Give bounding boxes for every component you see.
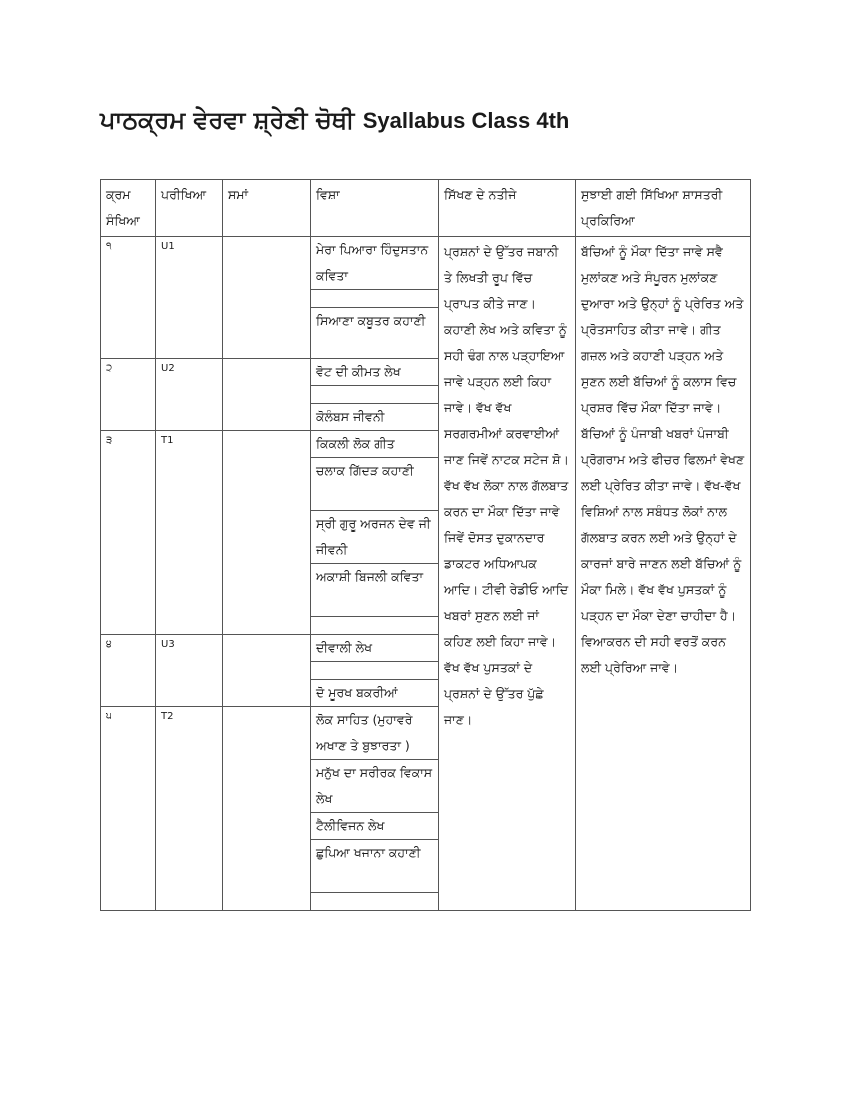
cell-sr: ੧ — [101, 237, 156, 359]
cell-sr: ੩ — [101, 431, 156, 635]
cell-time — [223, 635, 311, 707]
cell-subject: ਮੇਰਾ ਪਿਆਰਾ ਹਿੰਦੁਸਤਾਨ ਕਵਿਤਾ — [311, 237, 439, 290]
cell-subject: ਸ੍ਰੀ ਗੁਰੂ ਅਰਜਨ ਦੇਵ ਜੀ ਜੀਵਨੀ — [311, 511, 439, 564]
cell-sr: ੪ — [101, 635, 156, 707]
page-title — [100, 100, 800, 141]
cell-subject — [311, 893, 439, 911]
cell-time — [223, 237, 311, 359]
cell-subject: ਵੋਟ ਦੀ ਕੀਮਤ ਲੇਖ — [311, 359, 439, 386]
table-row — [101, 237, 751, 290]
cell-subject — [311, 617, 439, 635]
header-process: ਸੁਝਾਈ ਗਈ ਸਿੱਖਿਆ ਸ਼ਾਸਤਰੀ ਪ੍ਰਕਿਰਿਆ — [576, 180, 751, 237]
syllabus-table — [100, 179, 751, 911]
cell-subject: ਕੋਲੰਬਸ ਜੀਵਨੀ — [311, 404, 439, 431]
cell-exam: U2 — [156, 359, 223, 431]
cell-subject: ਅਕਾਸ਼ੀ ਬਿਜਲੀ ਕਵਿਤਾ — [311, 564, 439, 617]
cell-subject: ਦੀਵਾਲੀ ਲੇਖ — [311, 635, 439, 662]
cell-outcomes: ਪ੍ਰਸ਼ਨਾਂ ਦੇ ਉੱਤਰ ਜਬਾਨੀ ਤੇ ਲਿਖਤੀ ਰੂਪ ਵਿੱਚ ਪ੍ਰਾਪਤ ਕੀਤੇ ਜਾਣ। ਕਹਾਣੀ ਲੇਖ ਅਤੇ ਕਵਿਤਾ ਨੂੰ ਸਹੀ ਢੰਗ ਨਾਲ ਪੜ੍ਹਾਇਆ ਜਾਵੇ ਪੜ੍ਹਨ ਲਈ ਕਿਹਾ ਜਾਵੇ। ਵੱਖ ਵੱਖ ਸਰਗਰਮੀਆਂ ਕਰਵਾਈਆਂ ਜਾਣ ਜਿਵੇਂ ਨਾਟਕ ਸਟੇਜ ਸ਼ੋ। ਵੱਖ ਵੱਖ ਲੋਕਾ ਨਾਲ ਗੱਲਬਾਤ ਕਰਨ ਦਾ ਮੌਕਾ ਦਿੱਤਾ ਜਾਵੇ ਜਿਵੇਂ ਦੋਸਤ ਦੁਕਾਨਦਾਰ ਡਾਕਟਰ ਅਧਿਆਪਕ ਆਦਿ। ਟੀਵੀ ਰੇਡੀਓ ਆਦਿ ਖਬਰਾਂ ਸੁਣਨ ਲਈ ਜਾਂ ਕਹਿਣ ਲਈ ਕਿਹਾ ਜਾਵੇ। ਵੱਖ ਵੱਖ ਪੁਸਤਕਾਂ ਦੇ ਪ੍ਰਸ਼ਨਾਂ ਦੇ ਉੱਤਰ ਪੁੱਛੇ ਜਾਣ। — [439, 237, 576, 911]
header-sr: ਕ੍ਰਮ ਸੰਖਿਆ — [101, 180, 156, 237]
cell-exam: U3 — [156, 635, 223, 707]
cell-subject — [311, 386, 439, 404]
header-outcomes: ਸਿੱਖਣ ਦੇ ਨਤੀਜੇ — [439, 180, 576, 237]
cell-exam: U1 — [156, 237, 223, 359]
cell-sr: ੨ — [101, 359, 156, 431]
cell-subject — [311, 290, 439, 308]
cell-subject: ਮਨੁੱਖ ਦਾ ਸਰੀਰਕ ਵਿਕਾਸ ਲੇਖ — [311, 760, 439, 813]
title-english: Syallabus Class 4th — [362, 108, 570, 133]
cell-exam: T2 — [156, 707, 223, 911]
cell-subject: ਚਲਾਕ ਗਿੱਦੜ ਕਹਾਣੀ — [311, 458, 439, 511]
header-time: ਸਮਾਂ — [223, 180, 311, 237]
header-row — [101, 180, 751, 237]
cell-time — [223, 359, 311, 431]
cell-process: ਬੱਚਿਆਂ ਨੂੰ ਮੌਕਾ ਦਿੱਤਾ ਜਾਵੇ ਸਵੈ ਮੁਲਾਂਕਣ ਅਤੇ ਸੰਪੂਰਨ ਮੁਲਾਂਕਣ ਦੁਆਰਾ ਅਤੇ ਉਨ੍ਹਾਂ ਨੂੰ ਪ੍ਰੇਰਿਤ ਅਤੇ ਪ੍ਰੋਤਸਾਹਿਤ ਕੀਤਾ ਜਾਵੇ। ਗੀਤ ਗਜ਼ਲ ਅਤੇ ਕਹਾਣੀ ਪੜ੍ਹਨ ਅਤੇ ਸੁਣਨ ਲਈ ਬੱਚਿਆਂ ਨੂੰ ਕਲਾਸ ਵਿਚ ਪ੍ਰਸ਼ਰ ਵਿੱਚ ਮੌਕਾ ਦਿੱਤਾ ਜਾਵੇ। ਬੱਚਿਆਂ ਨੂੰ ਪੰਜਾਬੀ ਖਬਰਾਂ ਪੰਜਾਬੀ ਪ੍ਰੋਗਰਾਮ ਅਤੇ ਫੀਚਰ ਫਿਲਮਾਂ ਵੇਖਣ ਲਈ ਪ੍ਰੇਰਿਤ ਕੀਤਾ ਜਾਵੇ। ਵੱਖ-ਵੱਖ ਵਿਸ਼ਿਆਂ ਨਾਲ ਸਬੰਧਤ ਲੋਕਾਂ ਨਾਲ ਗੱਲਬਾਤ ਕਰਨ ਲਈ ਅਤੇ ਉਨ੍ਹਾਂ ਦੇ ਕਾਰਜਾਂ ਬਾਰੇ ਜਾਣਨ ਲਈ ਬੱਚਿਆਂ ਨੂੰ ਮੌਕਾ ਮਿਲੇ। ਵੱਖ ਵੱਖ ਪੁਸਤਕਾਂ ਨੂੰ ਪੜ੍ਹਨ ਦਾ ਮੌਕਾ ਦੇਣਾ ਚਾਹੀਦਾ ਹੈ। ਵਿਆਕਰਨ ਦੀ ਸਹੀ ਵਰਤੋਂ ਕਰਨ ਲਈ ਪ੍ਰੇਰਿਆ ਜਾਵੇ। — [576, 237, 751, 911]
cell-exam: T1 — [156, 431, 223, 635]
cell-subject: ਟੈਲੀਵਿਜਨ ਲੇਖ — [311, 813, 439, 840]
header-subject: ਵਿਸ਼ਾ — [311, 180, 439, 237]
cell-subject: ਦੋ ਮੂਰਖ ਬਕਰੀਆਂ — [311, 680, 439, 707]
title-punjabi: ਪਾਠਕ੍ਰਮ ਵੇਰਵਾ ਸ਼੍ਰੇਣੀ ਚੋਥੀ — [100, 106, 355, 134]
cell-subject: ਸਿਆਣਾ ਕਬੂਤਰ ਕਹਾਣੀ — [311, 308, 439, 359]
cell-subject: ਛੁਪਿਆ ਖਜਾਨਾ ਕਹਾਣੀ — [311, 840, 439, 893]
cell-time — [223, 707, 311, 911]
cell-subject: ਲੋਕ ਸਾਹਿਤ (ਮੁਹਾਵਰੇ ਅਖਾਣ ਤੇ ਬੁਝਾਰਤਾ ) — [311, 707, 439, 760]
cell-subject: ਕਿਕਲੀ ਲੋਕ ਗੀਤ — [311, 431, 439, 458]
cell-time — [223, 431, 311, 635]
cell-subject — [311, 662, 439, 680]
header-exam: ਪਰੀਖਿਆ — [156, 180, 223, 237]
cell-sr: ੫ — [101, 707, 156, 911]
